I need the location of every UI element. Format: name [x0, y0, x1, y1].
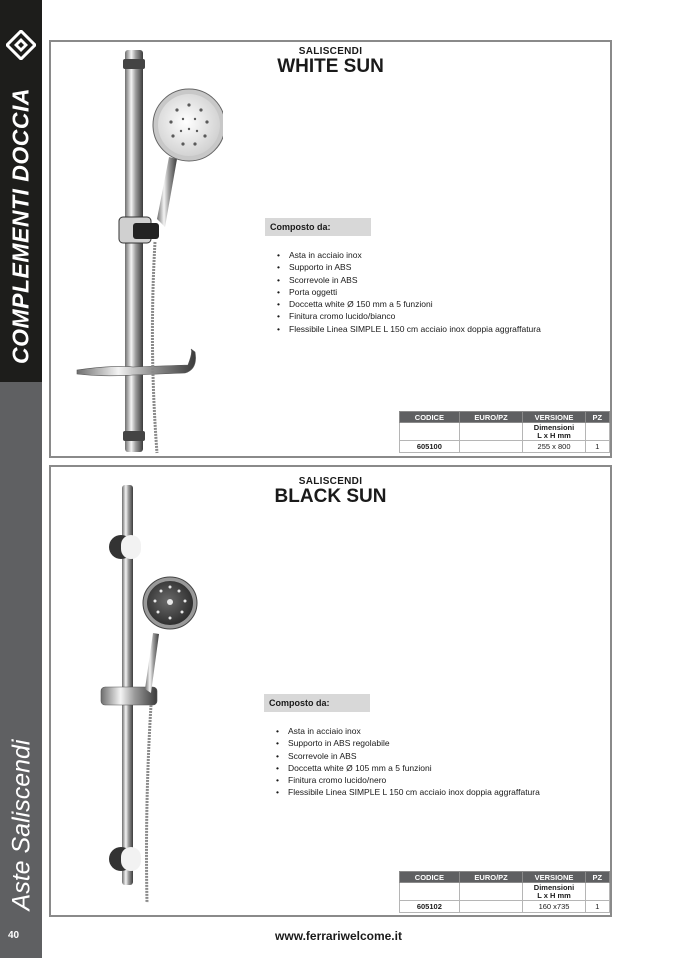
composition-heading: Composto da: — [264, 694, 370, 712]
table-subheader-row — [400, 423, 610, 441]
version-subheader: Dimensioni L x H mm — [523, 423, 585, 441]
column-header-version: VERSIONE — [523, 872, 585, 883]
column-header-pz: PZ — [585, 872, 609, 883]
shower-set-white-image — [73, 47, 223, 455]
product-subtitle: SALISCENDI — [298, 46, 363, 57]
product-subtitle: SALISCENDI — [298, 476, 363, 487]
cell-code: 605100 — [400, 441, 460, 453]
list-item: • Finitura cromo lucido/nero — [276, 774, 540, 786]
list-item: • Asta in acciaio inox — [276, 725, 540, 737]
list-item: • Doccetta white Ø 150 mm a 5 funzioni — [277, 298, 541, 310]
cell-version: 160 x735 — [523, 901, 585, 913]
product-card-black-sun — [49, 465, 612, 917]
subcategory-label: Aste Saliscendi — [7, 739, 36, 911]
version-subheader: Dimensioni L x H mm — [523, 883, 585, 901]
table-row — [400, 901, 610, 913]
cell-pz: 1 — [585, 901, 609, 913]
cell-price — [459, 441, 523, 453]
table-subheader-row — [400, 883, 610, 901]
product-card-white-sun — [49, 40, 612, 458]
category-label: COMPLEMENTI DOCCIA — [7, 87, 34, 365]
composition-list — [277, 249, 541, 335]
composition-list — [276, 725, 540, 799]
composition-heading: Composto da: — [265, 218, 371, 236]
product-spec-table — [399, 411, 610, 453]
column-header-version: VERSIONE — [523, 412, 585, 423]
list-item: • Asta in acciaio inox — [277, 249, 541, 261]
list-item: • Finitura cromo lucido/bianco — [277, 310, 541, 322]
list-item: • Doccetta white Ø 105 mm a 5 funzioni — [276, 762, 540, 774]
column-header-price: EURO/PZ — [459, 412, 523, 423]
table-header-row — [400, 412, 610, 423]
product-title: BLACK SUN — [274, 486, 387, 507]
footer-website — [0, 929, 677, 943]
column-header-code: CODICE — [400, 412, 460, 423]
cell-code: 605102 — [400, 901, 460, 913]
table-header-row — [400, 872, 610, 883]
list-item: • Flessibile Linea SIMPLE L 150 cm acciaio inox doppia aggraffatura — [277, 323, 541, 335]
list-item: • Scorrevole in ABS — [276, 750, 540, 762]
column-header-code: CODICE — [400, 872, 460, 883]
column-header-pz: PZ — [585, 412, 609, 423]
page-number: 40 — [8, 930, 20, 941]
list-item: • Scorrevole in ABS — [277, 274, 541, 286]
list-item: • Supporto in ABS regolabile — [276, 737, 540, 749]
shower-set-black-image — [95, 483, 205, 905]
list-item: • Supporto in ABS — [277, 261, 541, 273]
list-item: • Porta oggetti — [277, 286, 541, 298]
brand-diamond-logo-icon — [6, 30, 36, 60]
product-spec-table — [399, 871, 610, 913]
website-link[interactable]: www.ferrariwelcome.it — [275, 929, 402, 943]
cell-version: 255 x 800 — [523, 441, 585, 453]
list-item: • Flessibile Linea SIMPLE L 150 cm acciaio inox doppia aggraffatura — [276, 786, 540, 798]
cell-pz: 1 — [585, 441, 609, 453]
product-title: WHITE SUN — [277, 56, 384, 77]
table-row — [400, 441, 610, 453]
column-header-price: EURO/PZ — [459, 872, 523, 883]
cell-price — [459, 901, 523, 913]
